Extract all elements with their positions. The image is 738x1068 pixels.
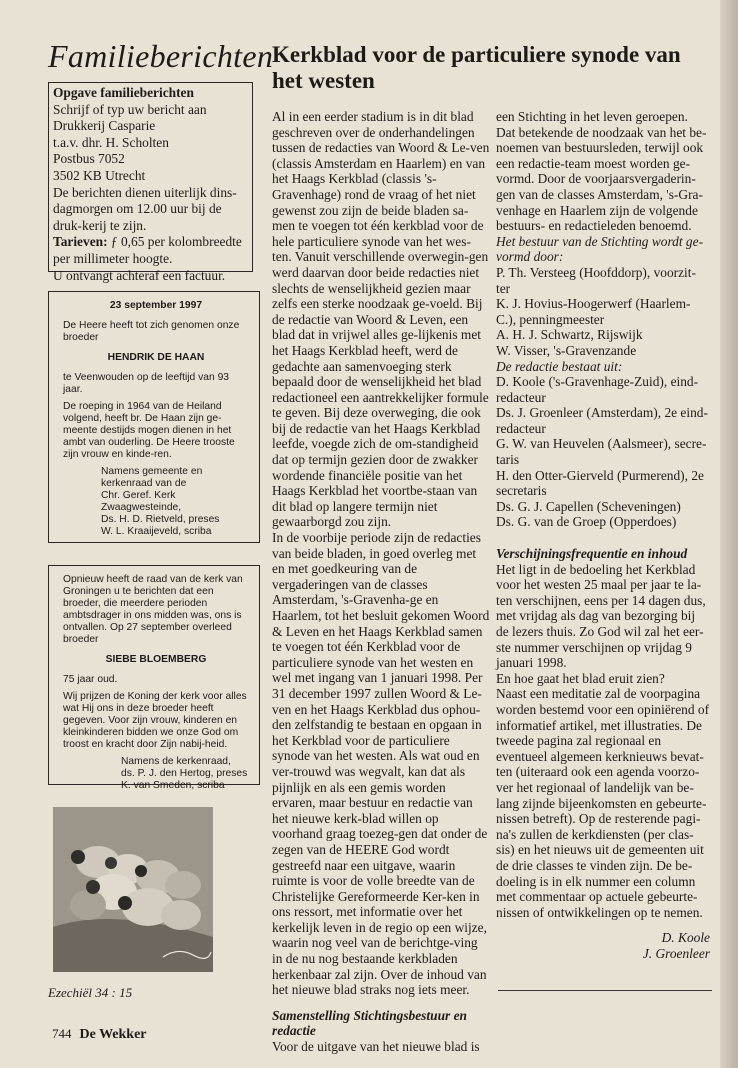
sheep-flock-image [53, 807, 213, 972]
bestuur-label: Het bestuur van de Stichting wordt ge-vormd door: [496, 233, 704, 265]
photo-caption: Ezechiël 34 : 15 [48, 985, 133, 1000]
notice-intro: De Heere heeft tot zich genomen onze broeder [63, 320, 240, 343]
member-line: P. Th. Versteeg (Hoofddorp), voorzit-ter [496, 264, 696, 296]
member-line: Ds. G. van de Groep (Opperdoes) [496, 514, 677, 530]
member-line: W. Visser, 's-Gravenzande [496, 342, 637, 358]
death-notice-1 [48, 291, 260, 543]
notice-text: De roeping in 1964 van de Heiland volgend, heeft br. De Haan zijn ge-meente destijds mogen dienen in het ambt van ouderling. De Heere trooste zijn vrouw en kinde-ren. [63, 401, 235, 460]
article-title: Kerkblad voor de particuliere synode van het westen [272, 42, 681, 93]
signature-line: W. L. Kraaijeveld, scriba [101, 526, 212, 537]
author-signature: D. Koole [661, 930, 710, 946]
member-line: H. den Otter-Gierveld (Purmerend), 2e secretaris [496, 467, 704, 499]
notice-name: SIEBE BLOEMBERG [105, 654, 207, 665]
signature-line: Namens gemeente en [101, 466, 203, 477]
article-column-2 [496, 109, 710, 961]
subheading: Samenstelling Stichtingsbestuur en redactie [272, 1007, 467, 1039]
opgave-tarieven [53, 234, 248, 267]
tarieven-label: Tarieven: [53, 234, 108, 250]
subheading: Verschijningsfrequentie en inhoud [496, 546, 688, 562]
paragraph: In de voorbije periode zijn de redacties van beide bladen, in goed overleg met en met goedkeuring van de vergaderingen van de classes Amsterdam, 's-Gravenha-ge en Haarlem, tot het besluit gekomen Woord & Leven en het Haags Kerkblad samen te voegen tot één Kerkblad voor de particuliere synode van het westen en wel met ingang van 1 januari 1998. Per 31 december 1997 zullen Woord & Le-ven en het Haags Kerkblad dus ophou-den zelfstandig te bestaan en opgaan in het Kerkblad voor de particuliere synode van het westen. Als wat oud en ver-trouwd was wegvalt, kan dat als pijnlijk en als een gemis worden ervaren, maar bestuur en redactie van het nieuwe kerk-blad willen op voorhand graag toezeg-gen dat onder de zegen van de HEERE God wordt gestreefd naar een uitgave, waarin ruimte is voor de volle breedte van de Christelijke Gereformeerde Ker-ken in ons ressort, met informatie over het kerkelijk leven in de regio op een wijze, waarin nog veel van de berichtge-ving in de nu nog bestaande kerkbladen herkenbaar zal zijn. Over de inhoud van het nieuwe blad straks nog iets meer. [272, 530, 490, 998]
page-edge [720, 0, 738, 1068]
paragraph: Naast een meditatie zal de voorpagina worden bestemd voor een opiniërend of informatief artikel, met illustraties. De tweede pagina zal regionaal en eventueel algemeen kerknieuws bevat-ten (uiteraard ook een agenda voorzo-ver het regionaal of landelijk van be-lang zijnde bijeenkomsten en gebeurte-nissen betreft). Op de resterende pagi-na's zullen de kerkdiensten (per clas-sis) en het nieuws uit de gemeenten uit de drie classes te vinden zijn. De be-doeling is in elk nummer een column met commentaar op actuele gebeurte-nissen of ontwikkelingen op te nemen. [496, 686, 710, 920]
opgave-line: Drukkerij Casparie [53, 118, 156, 134]
page-footer [52, 1026, 147, 1043]
signature-line: Chr. Geref. Kerk Zwaagwesteinde, [101, 490, 182, 513]
member-line: D. Koole ('s-Gravenhage-Zuid), eind-redacteur [496, 374, 699, 405]
paragraph: Voor de uitgave van het nieuwe blad is [272, 1039, 480, 1055]
member-line: Ds. G. J. Capellen (Scheveningen) [496, 498, 681, 514]
notice-signature [121, 756, 249, 792]
paragraph: een Stichting in het leven geroepen. Dat betekende de noodzaak van het be-noemen van bestuursleden, terwijl ook een redactie-team moest worden ge-vormd. Door de voorjaarsvergaderin-gen van de classes Amsterdam, 's-Gra-venhage en Haarlem zijn de volgende bestuurs- en redactieleden benoemd. [496, 109, 707, 234]
opgave-line: De berichten dienen uiterlijk dins-dagmorgen om 12.00 uur bij de druk-kerij te zijn. [53, 184, 237, 233]
member-line: G. W. van Heuvelen (Aalsmeer), secre-taris [496, 436, 707, 468]
author-signature: J. Groenleer [642, 945, 710, 961]
signature-line: ds. P. J. den Hertog, preses [121, 768, 248, 779]
tarieven-text: ƒ 0,65 per kolombreedte per millimeter hoogte. [53, 234, 242, 266]
redactie-label: De redactie bestaat uit: [496, 358, 623, 374]
signature-line: kerkenraad van de [101, 478, 187, 489]
notice-age: 75 jaar oud. [63, 674, 118, 685]
member-line: A. H. J. Schwartz, Rijswijk [496, 327, 643, 343]
signature-line: Namens de kerkenraad, [121, 756, 231, 767]
notice-signature [101, 466, 249, 538]
paragraph: Het ligt in de bedoeling het Kerkblad voor het westen 25 maal per jaar te la-ten verschijnen, eens per 14 dagen dus, met vrijdag als dag van bezorging bij de lezers thuis. Zo God wil zal het eer-ste nummer verschijnen op vrijdag 9 januari 1998. [496, 561, 706, 671]
death-notice-2 [48, 565, 260, 791]
notice-place: te Veenwouden op de leeftijd van 93 jaar. [63, 372, 230, 395]
section-title: Familieberichten [48, 38, 274, 74]
opgave-line: Schrijf of typ uw bericht aan [53, 101, 207, 117]
opgave-title: Opgave familieberichten [53, 85, 194, 100]
notice-text: Wij prijzen de Koning der kerk voor alles wat Hij ons in deze broeder heeft gegeven. Voor zijn vrouw, kinderen en kleinkinderen bidden we onze God om troost en kracht door Zijn nabij-heid. [63, 691, 247, 750]
opgave-box [48, 82, 253, 283]
notice-date: 23 september 1997 [109, 300, 203, 311]
notice-intro: Opnieuw heeft de raad van de kerk van Groningen u te berichten dat een broeder, die meerdere perioden ambtsdrager in ons midden was, ons is ontvallen. Op 27 september overleed broeder [63, 574, 243, 645]
article-column-1 [272, 109, 490, 1055]
signature-line: Ds. H. D. Rietveld, preses [101, 514, 220, 525]
column-end-rule [498, 990, 712, 991]
opgave-line: 3502 KB Utrecht [53, 167, 146, 183]
magazine-name: De Wekker [79, 1027, 147, 1042]
member-line: Ds. J. Groenleer (Amsterdam), 2e eind-redacteur [496, 405, 708, 436]
opgave-line: Postbus 7052 [53, 151, 125, 167]
signature-line: K. van Smeden, scriba [121, 780, 225, 791]
paragraph: Al in een eerder stadium is in dit blad geschreven over de onderhandelingen tussen de redacties van Woord & Le-ven (classis Amsterdam en Haarlem) en van het Haags Kerkblad (classis 's-Gravenhage) rond de vraag of het niet gewenst zou zijn de beide bladen sa-men te voegen tot één kerkblad voor de hele particuliere synode van het wes-ten. Vanuit verschillende overwegin-gen werd daarvan door beide redacties niet slechts de wenselijkheid gezien maar zelfs een sterke noodzaak ge-voeld. Bij de redactie van Woord & Leven, een blad dat in vrijwel alles ge-lijkenis met het Haags Kerkblad heeft, werd de gedachte aan samenvoeging sterk bepaald door de wenselijkheid het blad redactioneel een aantrekkelijker formule te geven. Bij deze overweging, die ook bij de redactie van het Haags Kerkblad leefde, voegde zich de om-standigheid dat op termijn gezien door de zwakker wordende financiële positie van het Haags Kerkblad het voortbe-staan van dit blad op langere termijn niet gewaarborgd zou zijn. [272, 109, 490, 530]
page-number: 744 [52, 1026, 72, 1041]
paragraph: En hoe gaat het blad eruit zien? [496, 670, 665, 686]
sheep-photo [53, 807, 213, 972]
opgave-line: t.a.v. dhr. H. Scholten [53, 134, 169, 150]
notice-name: HENDRIK DE HAAN [107, 352, 205, 363]
opgave-factuur: U ontvangt achteraf een factuur. [53, 267, 226, 283]
member-line: K. J. Hovius-Hoogerwerf (Haarlem-C.), penningmeester [496, 296, 691, 327]
